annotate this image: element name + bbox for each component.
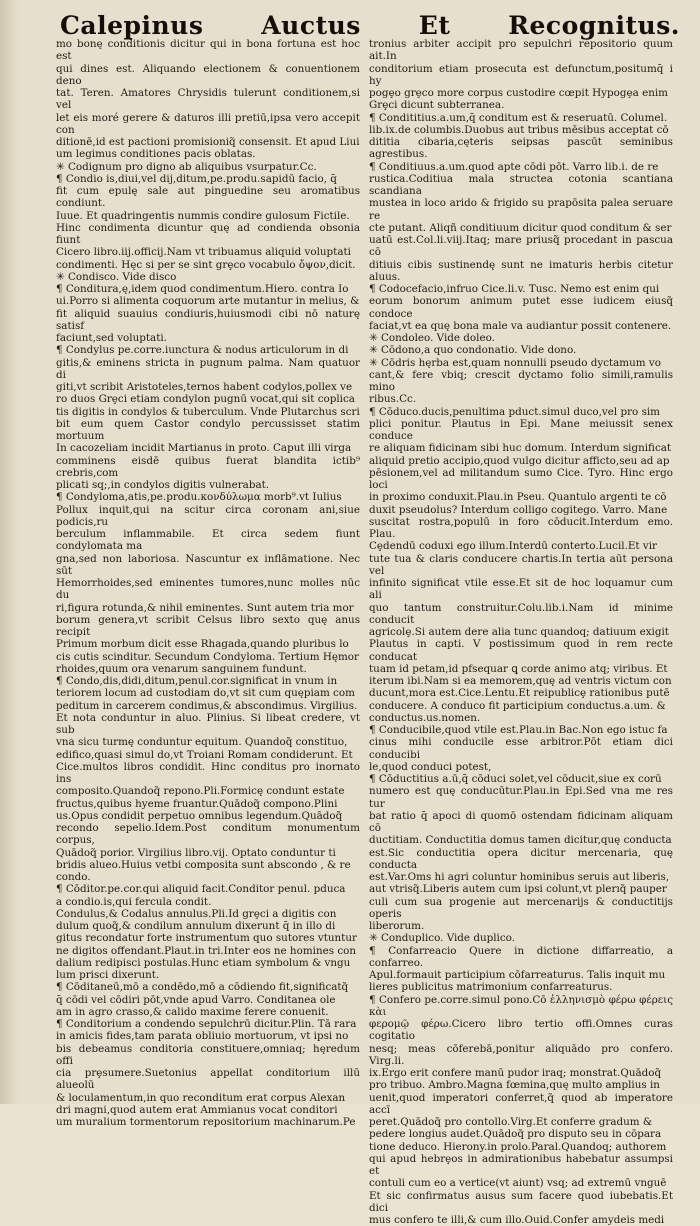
text-line: mus confero te illi,& cum illo.Ouid.Confer amydeis medi xyxy=(369,1214,665,1226)
text-line: tuam id petam,id pfsequar ꝗ corde animo atq; viribus. Et xyxy=(369,662,668,675)
header-word: Recognitus. xyxy=(508,11,680,40)
text-line: bridis alueo.Huius vetbi composita sunt abscondo , & re xyxy=(56,858,351,871)
text-line: cinus mihi conducile esse arbitror.Pōt etiam dici conducibi xyxy=(369,736,673,761)
text-line: ✳ Cōdris hęrba est,quam nonnulli pseudo dyctamum vo xyxy=(369,356,661,369)
text-line: Quādoq̃ porior. Virgilius libro.vij. Optato conduntur ti xyxy=(56,846,336,859)
text-line: ✳ Codignum pro digno ab aliquibus vsurpatur.Cc. xyxy=(56,160,317,173)
text-line: cant,& fere vbiq; crescit dyctamo folio simili,ramulis mino xyxy=(369,368,673,393)
text-line: lieres publicitus matrimonium confarreaturus. xyxy=(369,981,613,994)
text-line: in amicis fides,tam parata obliuio mortuorum, vt ipsi no xyxy=(56,1030,349,1043)
text-line: Primum morbum dicit esse Rhagada,quando pluribus lo xyxy=(56,638,349,651)
text-line: condo. xyxy=(56,871,91,883)
text-line: In cacozeliam incidit Martianus in proto. Caput illi virga xyxy=(56,442,352,455)
text-line: cia prȩsumere.Suetonius appellat conditorium illū alueolū xyxy=(56,1067,360,1092)
text-line: q̄ cōdi vel cōdiri pōt,vnde apud Varro. Conditanea ole xyxy=(56,993,336,1006)
text-line: aut vtrisq̃.Liberis autem cum ipsi colunt,vt plerıq̃ pauper xyxy=(369,883,667,896)
text-line: berculum inflammabile. Et circa sedem fiunt condylomata ma xyxy=(56,528,360,553)
text-line: fit aliquid suauius condiuris,huiusmodi cibi nō naturę satisf xyxy=(56,307,360,332)
text-line: quo tantum construitur.Colu.lib.i.Nam id minime conducit xyxy=(369,601,673,626)
text-line: est.Var.Oms hi agri coluntur hominibus seruis aut liberis, xyxy=(369,871,670,883)
text-line: culi cum sua progenie aut mercenarijs & conductitijs operis xyxy=(369,895,673,920)
text-line: ui.Porro si alimenta coquorum arte mutantur in melius, & xyxy=(56,295,360,308)
text-line: plicati sq;,in condylos digitis vulnerabat. xyxy=(56,479,270,491)
text-line: fit cum epulę sale aut pinguedine seu aromatibus condiunt. xyxy=(56,185,360,210)
text-line: tis digitis in condylos & tuberculum. Vnde Plutarchus scri xyxy=(56,405,360,418)
text-line: Apul.formauit participium cōfarreaturus. Talis inquit mu xyxy=(369,969,666,981)
text-line: mustea in loco arido & frigido su prapōsita palea seruare re xyxy=(369,197,673,222)
text-line: nesq; meas cōferebā,ponitur aliquādo pro confero. Virg.li. xyxy=(369,1042,673,1067)
text-line: faciat,vt ea quę bona male va audiantur possit contenere. xyxy=(369,319,672,332)
text-line: ¶ Cōditor.pe.cor.qui aliquid facit.Conditor penul. pduca xyxy=(56,883,346,896)
text-line: Cȩdendū coduxi ego illum.Interdū conterto.Lucil.Et vir xyxy=(369,540,657,553)
text-line: Cice.multos libros condidit. Hinc conditus pro inornato ins xyxy=(56,760,360,785)
text-line: ductitiam. Conductitia domus tamen dicitur,quę conducta xyxy=(369,834,672,847)
text-line: uenit,quod imperatori conferret,q̃ quod ab imperatore accī xyxy=(369,1091,673,1116)
text-line: liberorum. xyxy=(369,920,425,932)
right-text-column xyxy=(369,38,673,1226)
text-line: Iuue. Et quadringentis nummis condire gulosum Fictile. xyxy=(56,209,350,222)
text-line: suscitat rostra,populū in foro cōducit.Interdum emo. Plau. xyxy=(369,515,673,540)
text-line: ¶ Conducibile,quod vtile est.Plau.in Bac.Non ego istuc fa xyxy=(369,724,668,736)
text-line: Et sic confirmatus ausus sum facere quod iubebatis.Et dici xyxy=(369,1189,673,1214)
text-line: rhoides,quum ora venarum sanguinem fundunt. xyxy=(56,662,307,675)
text-line: numero est quę conducūtur.Plau.in Epi.Sed vna me res tur xyxy=(369,785,673,810)
text-line: tronius arbiter accipit pro sepulchri repositorio quum ait.In xyxy=(369,38,673,63)
text-line: ro duos Grȩci etiam condylon pugnū vocat,qui sit coplica xyxy=(56,393,355,406)
header-word: Calepinus xyxy=(60,11,204,40)
text-line: bit eum quem Castor condylo percussisset statim mortuum xyxy=(56,417,360,442)
text-line: ¶ Confarreacio Quere in dictione diffarreatio, a confarreo. xyxy=(369,944,673,969)
text-line: pro tribuo. Ambro.Magna fœmina,quę multo amplius in xyxy=(369,1079,660,1092)
text-line: conductus.us.nomen. xyxy=(369,711,481,724)
text-line: dititia cibaria,cęteris seipsas pascūt seminibus agrestibus. xyxy=(369,136,673,161)
text-line: ne digitos offendant.Plaut.in tri.Inter eos ne homines con xyxy=(56,944,357,957)
text-line: dalium redipisci postulas.Hunc etiam symbolum & vngu xyxy=(56,956,351,969)
text-line: in proximo conduxit.Plau.in Pseu. Quantulo argenti te cō xyxy=(369,491,667,504)
text-line: let eis moré gerere & daturos illi pretiū,ipsa vero accepit con xyxy=(56,111,360,136)
text-line: ¶ Conditiuus.a.um.quod apte cōdi pōt. Varro lib.i. de re xyxy=(369,160,659,173)
text-line: rustica.Coditiua mala structea cotonia scantiana scandiana xyxy=(369,172,673,197)
text-line: a condio.is,qui fercula condit. xyxy=(56,895,212,908)
text-line: plici ponitur. Plautus in Epi. Mane meiussit senex conduce xyxy=(369,417,673,442)
text-line: dulum quoq̃,& condilum annulum dixerunt q̄ in illo di xyxy=(56,920,336,932)
left-text-column xyxy=(56,38,360,1128)
text-line: ✳ Condisco. Vide disco xyxy=(56,270,177,283)
header-word: Auctus xyxy=(261,11,361,40)
text-line: gitus recondatur forte instrumentum quo sutores vtuntur xyxy=(56,932,357,945)
text-line: lum prisci dixerunt. xyxy=(56,969,160,981)
header-word: Et xyxy=(418,11,451,40)
text-line: giti,vt scribit Aristoteles,ternos habent codylos,pollex ve xyxy=(56,381,353,393)
text-line: fructus,quibus hyeme fruantur.Quādoq̃ compono.Plini xyxy=(56,797,338,810)
text-line: ¶ Condititius.a.um,q̄ conditum est & reseruatū. Columel. xyxy=(369,111,668,124)
text-line: bat ratio q̄ apoci di quomō ostendam fidicinam aliquam cō xyxy=(369,809,673,834)
text-line: duxit pseudolus? Interdum colligo cogitego. Varro. Mane xyxy=(369,503,668,516)
text-line: infinito significat vtile esse.Et sit de hoc loquamur cum ali xyxy=(369,577,673,602)
text-line: tione deduco. Hierony.in prolo.Paral.Quandoq; authorem xyxy=(369,1140,667,1153)
running-header xyxy=(60,4,680,40)
text-line: bis debeamus conditoria constituere,omniaq; hęredum offi xyxy=(56,1042,360,1067)
text-line: cte putant. Aliqñ conditiuum dicitur quod conditum & ser xyxy=(369,221,672,234)
text-line: uatū est.Col.li.viij.Itaq; mare priusq̃ procedant in pascua cō xyxy=(369,234,673,259)
text-line: ducunt,mora est.Cice.Lentu.Et reipublicȩ rationibus putē xyxy=(369,687,670,700)
text-line: Et nota conduntur in aluo. Plinius. Si libeat credere, vt sub xyxy=(56,711,360,736)
text-line: ri,figura rotunda,& nihil eminentes. Sunt autem tria mor xyxy=(56,601,354,614)
text-line: Cicero libro.iij.officij.Nam vt tribuamus aliquid voluptati xyxy=(56,246,351,259)
text-line: am in agro crasso,& calido maxime ferere conuenit. xyxy=(56,1005,329,1018)
text-line: & loculamentum,in quo reconditum erat corpus Alexan xyxy=(56,1091,346,1104)
text-line: composito.Quandoq̃ repono.Pli.Formicę condunt estate xyxy=(56,785,345,798)
text-line: ¶ Condio is,diui,vel dij,ditum,pe.produ.sapidū facio, q̄ xyxy=(56,172,337,185)
text-line: ✳ Cōdono,a quo condonatio. Vide dono. xyxy=(369,344,577,357)
text-line: qui apud hebrȩos in admirationibus habebatur assumpsi et xyxy=(369,1152,673,1177)
text-line: teriorem locum ad custodiam do,vt sit cum quępiam com xyxy=(56,687,355,700)
text-line: conducere. A conduco fit participium conductus.a.um. & xyxy=(369,699,666,712)
text-line: ¶ Cōduco.ducis,penultima pduct.simul duco,vel pro sim xyxy=(369,405,660,418)
text-line: ribus.Cc. xyxy=(369,393,417,406)
text-line: Condulus,& Codalus annulus.Pli.Id grȩci a digitis con xyxy=(56,907,337,920)
text-line: contuli cum eo a vertice(vt aiunt) vsq; ad extremū vnguē xyxy=(369,1177,667,1190)
page-fold-shadow xyxy=(0,0,18,1104)
text-line: ¶ Codocefacio,infruo Cice.li.v. Tusc. Nemo est enim qui xyxy=(369,283,660,295)
text-line: peditum in carcerem condimus,& abscondimus. Virgilius. xyxy=(56,699,358,712)
text-line: ¶ Conditura,ę,idem quod condimentum.Hiero. contra Io xyxy=(56,283,349,295)
text-line: condimenti. Hęc si per se sint grȩco vocabulo ὄψον,dicit. xyxy=(56,258,356,271)
text-line: ¶ Confero pe.corre.simul pono.Cō ἐλληνισμὸ φέρω φέρεις κὰι xyxy=(369,993,673,1018)
text-line: peret.Quādoq̃ pro contollo.Virg.Et conferre gradum & xyxy=(369,1116,653,1128)
text-line: agricolȩ.Si autem dere alia tunc quandoq; datiuum exigit xyxy=(369,626,669,638)
text-line: cis cutis scinditur. Secundum Condyloma. Tertium Hęmor xyxy=(56,650,359,663)
text-line: mo bonę conditionis dicitur qui in bona fortuna est hoc est xyxy=(56,38,360,63)
text-line: pēsionem,vel ad militandum sumo Cice. Tyro. Hinc ergo loci xyxy=(369,466,673,491)
text-line: ¶ Cōditaneū,mō a condēdo,mō a cōdiendo fit,significatq̃ xyxy=(56,981,349,994)
text-line: lib.ix.de columbis.Duobus aut tribus mēsibus acceptat cō xyxy=(369,123,669,136)
text-line: Plautus in capti. V postissimum quod in rem recte conducat xyxy=(369,638,673,663)
text-line: ¶ Condo,dis,didi,ditum,penul.cor.significat in vnum in xyxy=(56,675,338,687)
text-line: tat. Teren. Amatores Chrysidis tulerunt conditionem,si vel xyxy=(56,87,360,112)
text-line: conditorium etiam prosecuta est defunctum,positumq̄ i hy xyxy=(369,62,673,87)
text-line: Hemorrhoides,sed eminentes tumores,nunc molles nūc du xyxy=(56,577,360,602)
text-line: tute tua & claris conducere chartis.In tertia aūt persona vel xyxy=(369,552,673,577)
text-line: le,quod conduci potest, xyxy=(369,760,492,773)
text-line: ✳ Condoleo. Vide doleo. xyxy=(369,332,495,344)
text-line: ¶ Condylus pe.corre.iunctura & nodus articulorum in di xyxy=(56,344,349,357)
text-line: pedere longius audet.Quādoq̃ pro disputo seu in cōpara xyxy=(369,1128,662,1141)
text-line: dri magni,quod autem erat Ammianus vocat conditori xyxy=(56,1103,338,1116)
text-line: iterum ibi.Nam si ea memorem,quę ad ventris victum con xyxy=(369,675,672,687)
text-line: φερομῷ φέρω.Cicero libro tertio offi.Omnes curas cogitatio xyxy=(369,1018,673,1043)
text-line: us.Opus condidit perpetuo omnibus legendum.Quādoq̃ xyxy=(56,809,343,822)
text-line: re aliquam fidicinam sibi huc domum. Interdum significat xyxy=(369,442,672,455)
text-line: recondo sepelio.Idem.Post conditum monumentum corpus, xyxy=(56,822,360,847)
text-line: ix.Ergo erit confere manū pudor iraq; monstrat.Quādoq̃ xyxy=(369,1067,662,1079)
text-line: ditionē,id est pactioni promisioniq̃ consensit. Et apud Liui xyxy=(56,136,360,148)
text-line: faciunt,sed voluptati. xyxy=(56,332,167,344)
text-line: ditiuis cibis sustinendę sunt ne imaturis herbis citetur aluus. xyxy=(369,258,673,283)
text-line: Pollux inquit,qui na scitur circa coronam ani,siue podicis,ru xyxy=(56,503,360,528)
text-line: eorum bonorum animum putet esse iudicem eiusq̃ condoce xyxy=(369,295,673,320)
text-line: um legimus conditiones pacis oblatas. xyxy=(56,148,256,161)
text-line: Grȩci dicunt subterranea. xyxy=(369,99,505,112)
text-line: ¶ Cōductitius a.ū,q̄ cōduci solet,vel cōducit,siue ex corū xyxy=(369,773,662,785)
text-line: edifico,quasi simul do,vt Troiani Romam condiderunt. Et xyxy=(56,748,353,761)
text-line: Hinc condimenta dicuntur quę ad condienda obsonia fiunt xyxy=(56,221,360,246)
text-line: ¶ Condyloma,atis,pe.produ.κονδύλωμα morb⁹.vt Iulius xyxy=(56,491,342,504)
text-line: vna sicu turmę conduntur equitum. Quandoq̃ constituo, xyxy=(56,736,348,749)
text-line: pogȩo grȩco more corpus custodire cœpit Hypogȩa enim xyxy=(369,87,668,99)
text-line: um muralium tormentorum repositorium machinarum.Pe xyxy=(56,1116,356,1128)
text-line: gitis,& eminens stricta in pugnum palma. Nam quatuor di xyxy=(56,356,360,381)
text-line: aliquid pretio accipio,quod vulgo dicitur afficto,seu ad ap xyxy=(369,454,670,467)
text-line: qui dines est. Aliquando electionem & conuentionem deno xyxy=(56,62,360,87)
text-line: est.Sic conductitia opera dicitur mercenaria, quę conducta xyxy=(369,846,673,871)
text-line: ¶ Conditorium a condendo sepulchrū dicitur.Plin. Tā rara xyxy=(56,1018,357,1030)
text-line: ✳ Conduplico. Vide duplico. xyxy=(369,932,515,945)
text-line: borum genera,vt scribit Celsus libro sexto quę anus recipit xyxy=(56,613,360,638)
text-line: comminens eisdē quibus fuerat blandita ictib⁹ crebris,com xyxy=(56,454,360,479)
text-line: gna,sed non laboriosa. Nascuntur ex inflāmatione. Nec sūt xyxy=(56,552,360,577)
